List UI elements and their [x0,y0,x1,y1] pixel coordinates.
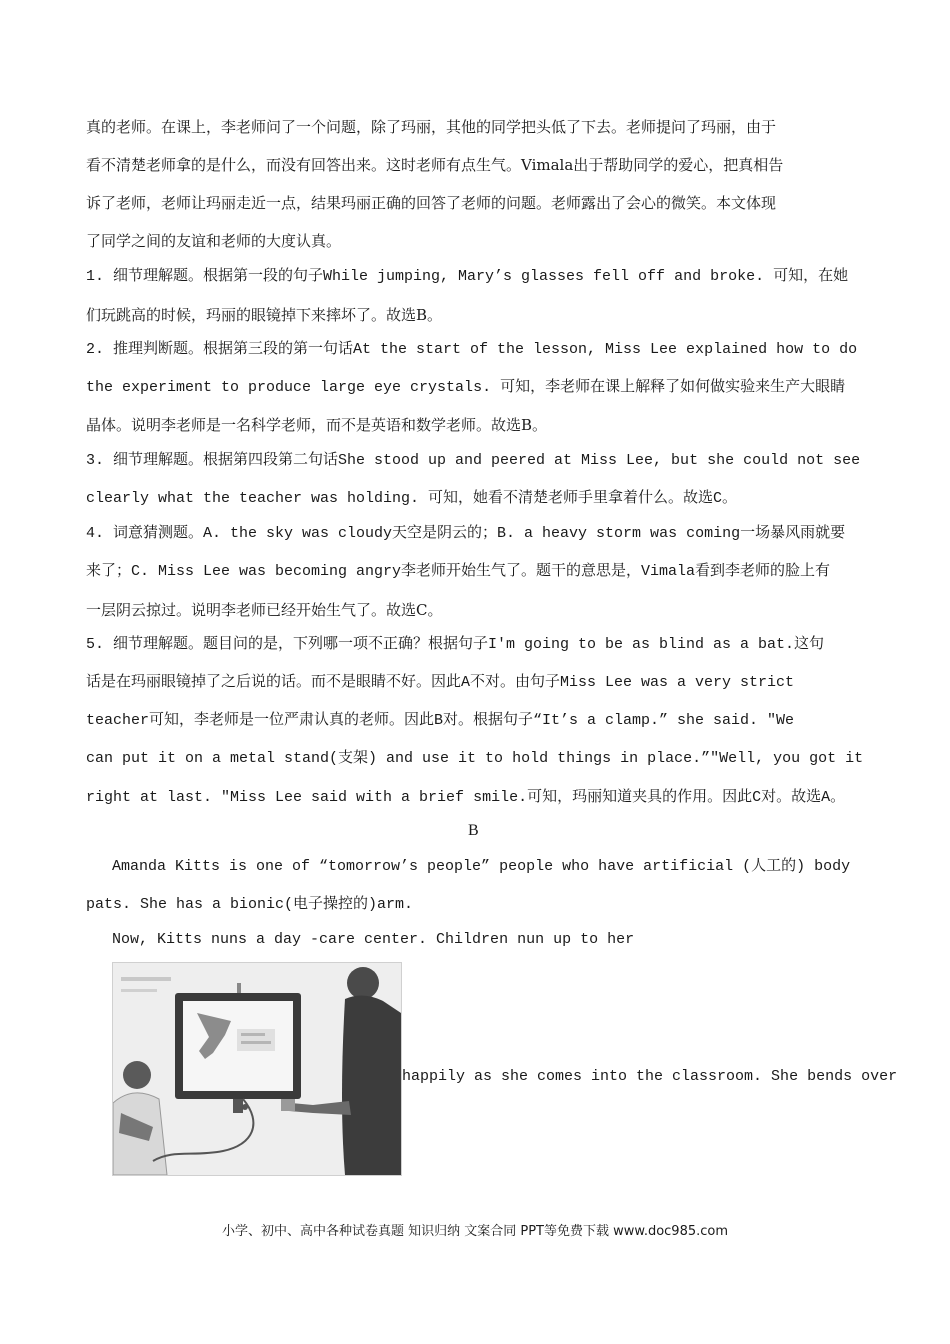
summary-line: 看不清楚老师拿的是什么，而没有回答出来。这时老师有点生气。Vimala出于帮助同学的爱心，把真相告 [86,156,784,174]
answer-1-line: 1. 细节理解题。根据第一段的句子While jumping, Mary’s glasses fell off and broke. 可知，在她 [86,268,849,285]
section-b-title: B [468,822,479,839]
section-b-paragraph: pats. She has a bionic(电子操控的)arm. [86,896,414,913]
answer-5-line: right at last. "Miss Lee said with a brief smile.可知，玛丽知道夹具的作用。因此C对。故选A。 [86,789,846,806]
section-b-paragraph: Amanda Kitts is one of “tomorrow’s people” people who have artificial (人工的) body [112,858,851,875]
answer-2-line: the experiment to produce large eye crystals. 可知，李老师在课上解释了如何做实验来生产大眼睛 [86,379,846,396]
answer-4-line: 4. 词意猜测题。A. the sky was cloudy天空是阴云的；B. a heavy storm was coming一场暴风雨就要 [86,525,846,542]
answer-1-line: 们玩跳高的时候，玛丽的眼镜掉下来摔坏了。故选B。 [86,306,443,324]
answer-4-line: 来了；C. Miss Lee was becoming angry李老师开始生气了。题干的意思是，Vimala看到李老师的脸上有 [86,563,831,580]
answer-3-line: 3. 细节理解题。根据第四段第二句话She stood up and peered at Miss Lee, but she could not see [86,452,861,469]
summary-line: 了同学之间的友谊和老师的大度认真。 [86,232,342,250]
summary-line: 真的老师。在课上，李老师问了一个问题，除了玛丽，其他的同学把头低了下去。老师提问了玛丽，由于 [86,118,777,136]
answer-5-line: can put it on a metal stand(支架) and use it to hold things in place.”"Well, you got it [86,750,864,767]
answer-5-line: 话是在玛丽眼镜掉了之后说的话。而不是眼睛不好。因此A不对。由句子Miss Lee was a very strict [86,674,795,691]
answer-4-line: 一层阴云掠过。说明李老师已经开始生气了。故选C。 [86,601,443,619]
summary-line: 诉了老师，老师让玛丽走近一点，结果玛丽正确的回答了老师的问题。老师露出了会心的微笑。本文体现 [86,194,777,212]
answer-5-line: 5. 细节理解题。题目问的是，下列哪一项不正确？根据句子I'm going to be as blind as a bat.这句 [86,636,825,653]
page-footer: 小学、初中、高中各种试卷真题 知识归纳 文案合同 PPT等免费下载 www.doc985.com [221,1224,729,1239]
answer-2-line: 2. 推理判断题。根据第三段的第一句话At the start of the lesson, Miss Lee explained how to do [86,341,858,358]
section-b-paragraph: Now, Kitts nuns a day -care center. Children nun up to her [112,931,635,948]
section-b-paragraph: happily as she comes into the classroom. She bends over [402,1068,898,1085]
answer-3-line: clearly what the teacher was holding. 可知，她看不清楚老师手里拿着什么。故选C。 [86,490,738,507]
classroom-photo [112,962,402,1176]
answer-2-line: 晶体。说明李老师是一名科学老师，而不是英语和数学老师。故选B。 [86,416,548,434]
classroom-photo-drawing [113,963,401,1175]
answer-5-line: teacher可知，李老师是一位严肃认真的老师。因此B对。根据句子“It’s a clamp.” she said. "We [86,712,795,729]
